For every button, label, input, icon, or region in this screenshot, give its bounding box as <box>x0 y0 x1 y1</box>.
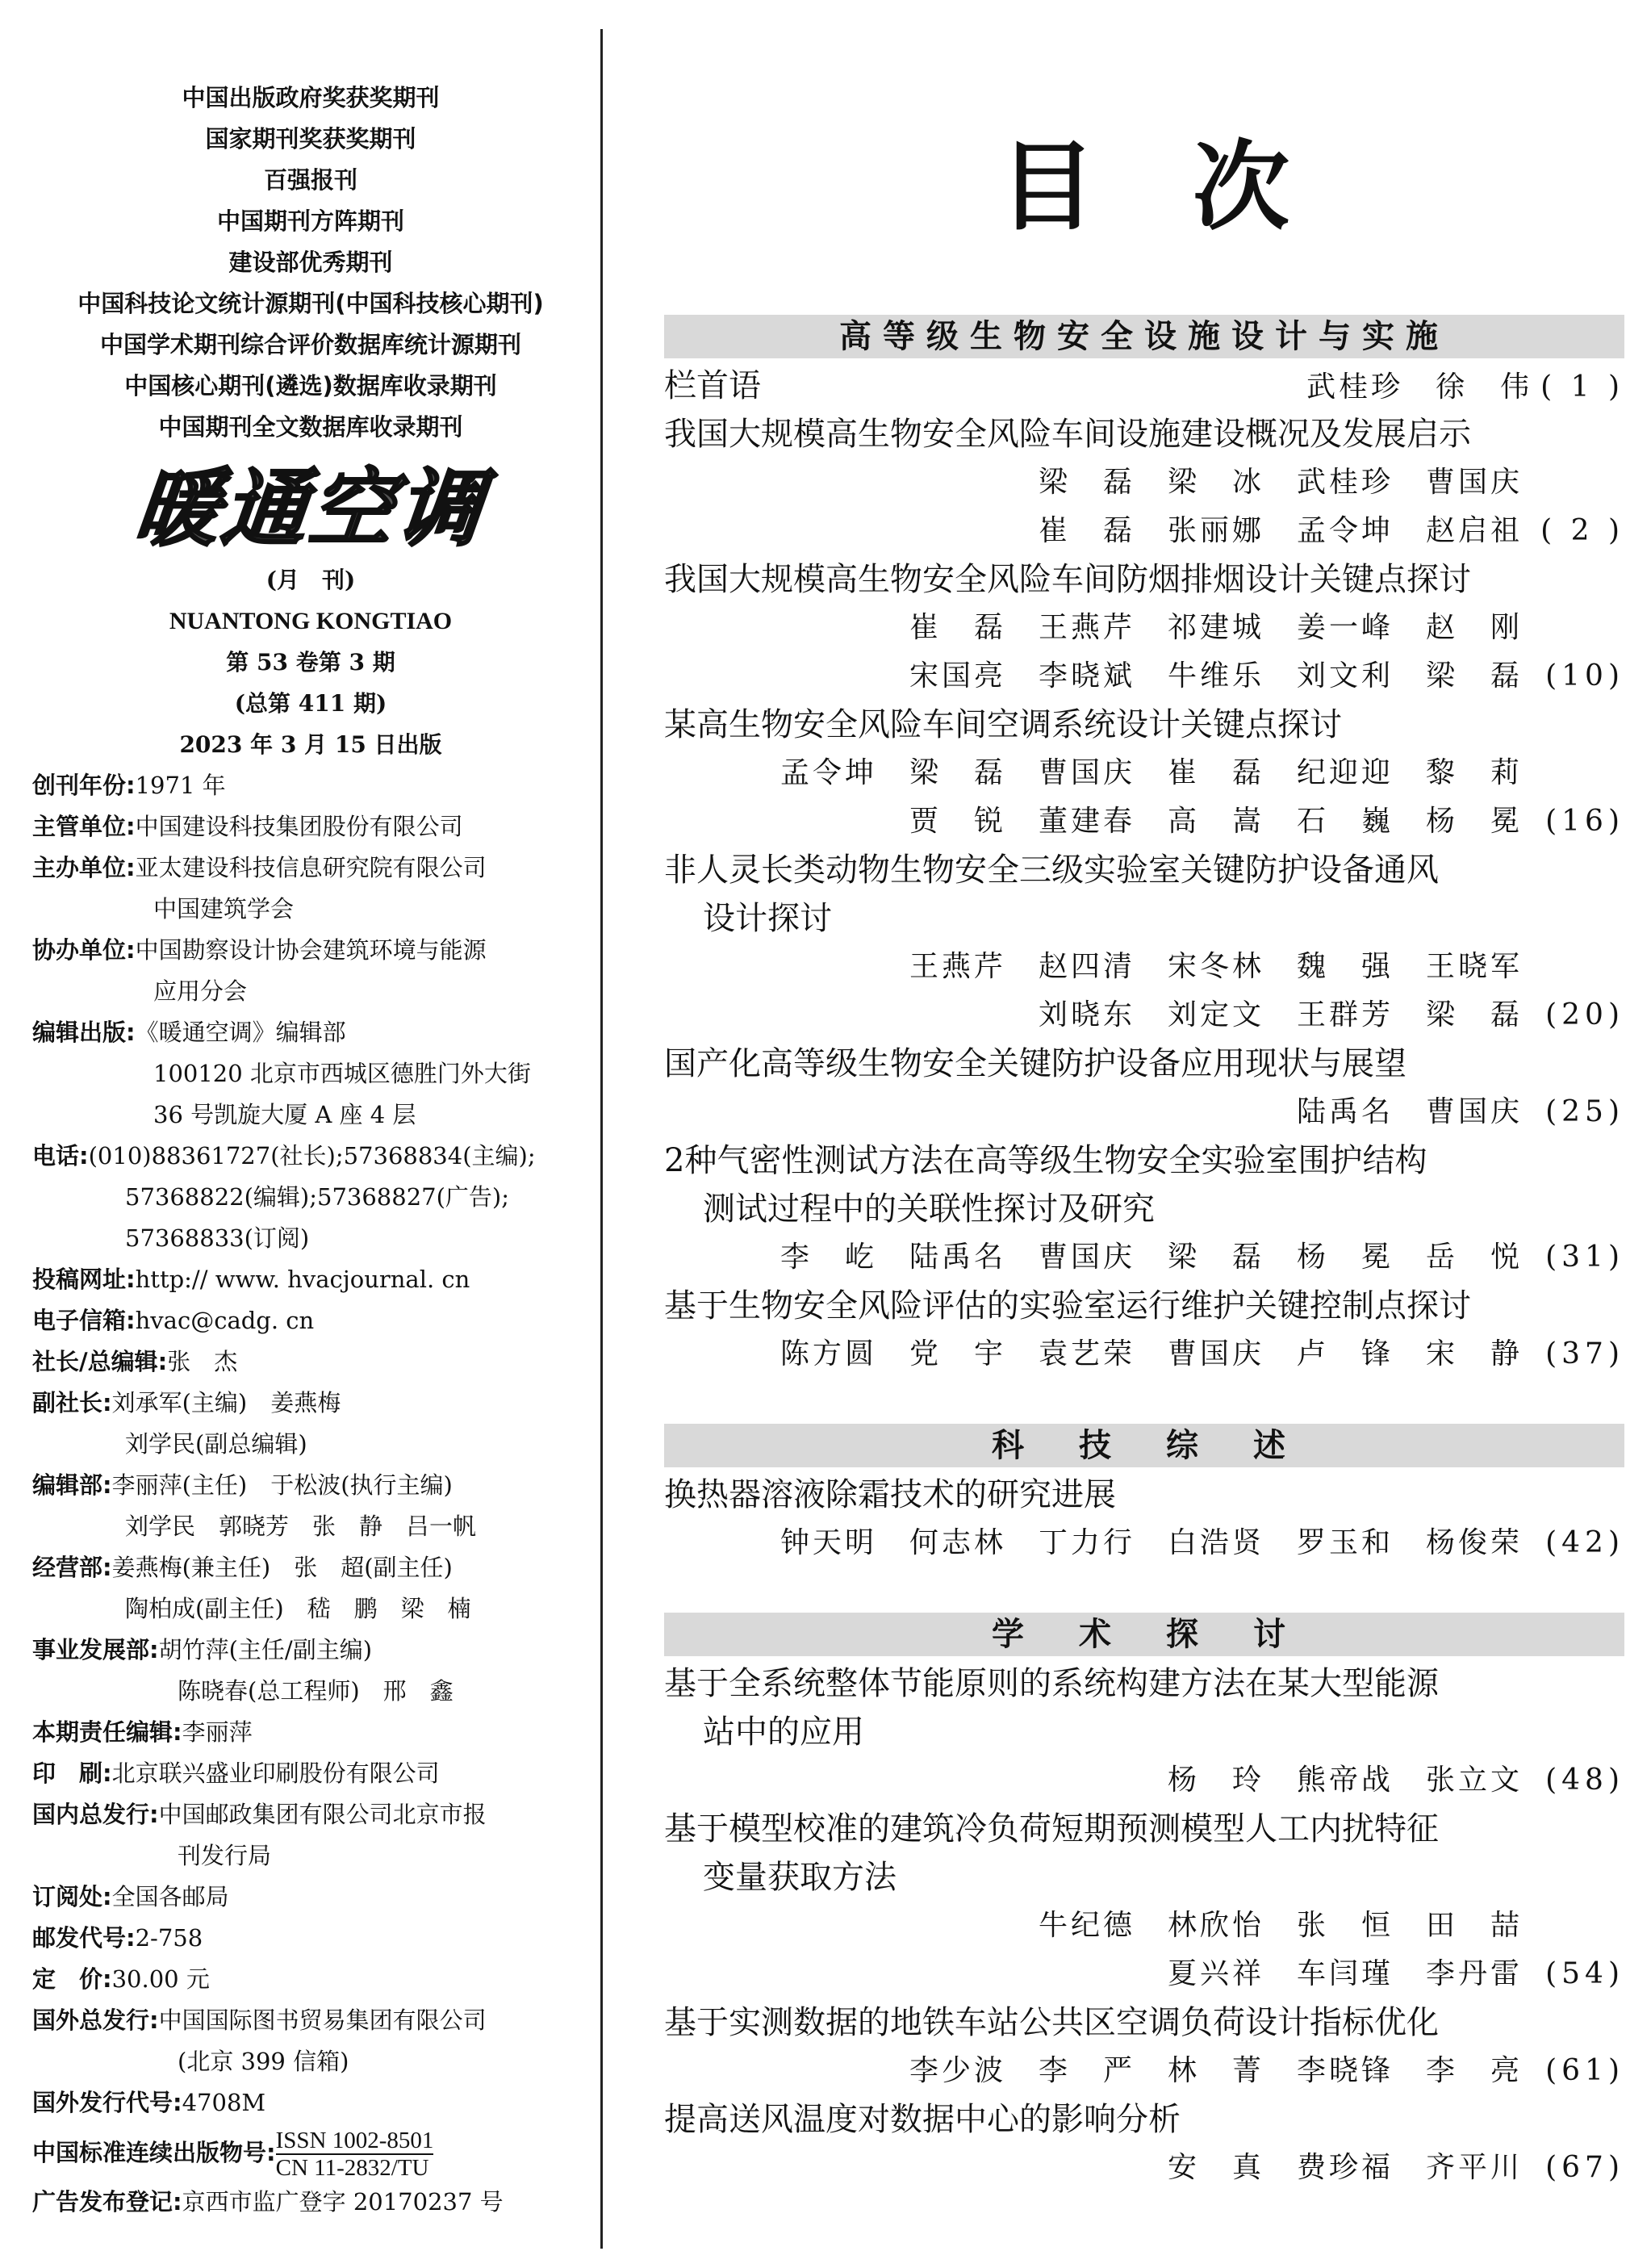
entry-page: (31) <box>1545 1241 1624 1274</box>
entry-title: 2种气密性测试方法在高等级生物安全实验室围护结构 <box>664 1142 1427 1179</box>
meta-row: 本期责任编辑:李丽萍 <box>32 1718 253 1746</box>
journal-logo <box>32 453 589 558</box>
toc-entry[interactable] <box>664 555 1624 701</box>
entry-title: 基于模型校准的建筑冷负荷短期预测模型人工内扰特征 <box>664 1810 1439 1847</box>
entry-author-line <box>664 507 1624 555</box>
meta-row: 国内总发行:中国邮政集团有限公司北京市报 <box>32 1801 487 1828</box>
meta-row: 订阅处:全国各邮局 <box>32 1883 229 1910</box>
entry-author-line <box>664 1233 1624 1282</box>
toc-entry[interactable] <box>664 2095 1624 2192</box>
entry-authors: 贾 锐 董建春 高 嵩 石 巍 杨 冕 <box>909 805 1523 838</box>
meta-row: 印 刷:北京联兴盛业印刷股份有限公司 <box>32 1760 440 1787</box>
entry-title: 国产化高等级生物安全关键防护设备应用现状与展望 <box>664 1045 1406 1082</box>
honor-line: 中国期刊方阵期刊 <box>216 207 404 235</box>
toc-entry[interactable] <box>664 410 1624 555</box>
entry-author-line <box>664 458 1624 507</box>
entry-authors: 安 真 费珍福 齐平川 <box>1167 2151 1523 2184</box>
publication-info <box>32 559 589 765</box>
meta-continuation: 36 号凯旋大厦 A 座 4 层 <box>153 1101 416 1128</box>
meta-continuation: 刘学民(副总编辑) <box>125 1430 307 1458</box>
meta-row: 副社长:刘承军(主编) 姜燕梅 <box>32 1389 341 1416</box>
meta-continuation: (北京 399 信箱) <box>178 2048 349 2075</box>
entry-author-line <box>664 797 1624 846</box>
meta-row: 主办单位:亚太建设科技信息研究院有限公司 <box>32 854 487 881</box>
entry-authors: 武桂珍 徐 伟 <box>1306 370 1533 404</box>
meta-row: 编辑部:李丽萍(主任) 于松波(执行主编) <box>32 1471 453 1499</box>
entry-page: (54) <box>1545 1957 1624 1990</box>
table-of-contents <box>664 315 1624 2192</box>
entry-author-line <box>664 652 1624 701</box>
entry-authors: 李少波 李 严 林 菁 李晓锋 李 亮 <box>909 2054 1523 2087</box>
toc-entry[interactable] <box>664 1805 1624 1998</box>
entry-page: (42) <box>1545 1526 1624 1559</box>
entry-page: (16) <box>1545 805 1624 838</box>
entry-title: 我国大规模高生物安全风险车间设施建设概况及发展启示 <box>664 416 1471 453</box>
entry-title: 栏首语 <box>664 367 761 404</box>
meta-row: 电子信箱:hvac@cadg. cn <box>32 1307 315 1334</box>
entry-title: 非人灵长类动物生物安全三级实验室关键防护设备通风 <box>664 852 1439 889</box>
toc-entry[interactable] <box>664 846 1624 1040</box>
honor-line: 中国科技论文统计源期刊(中国科技核心期刊) <box>77 290 544 317</box>
honor-line: 中国出版政府奖获奖期刊 <box>182 84 440 111</box>
entry-author-line <box>664 749 1624 797</box>
entry-author-line <box>664 991 1624 1040</box>
entry-author-line <box>664 1519 1624 1567</box>
meta-row: 主管单位:中国建设科技集团股份有限公司 <box>32 813 463 840</box>
masthead-column <box>32 77 589 2223</box>
honors-list <box>32 77 589 448</box>
entry-authors: 陆禹名 曹国庆 <box>1296 1095 1523 1128</box>
meta-row: 国外总发行:中国国际图书贸易集团有限公司 <box>32 2006 487 2034</box>
entry-page: (10) <box>1545 659 1624 693</box>
section-header: 学 术 探 讨 <box>664 1613 1624 1656</box>
entry-title: 提高送风温度对数据中心的影响分析 <box>664 2101 1181 2138</box>
entry-authors: 杨 玲 熊帝战 张立文 <box>1167 1764 1523 1797</box>
meta-row: 投稿网址:http:// www. hvacjournal. cn <box>32 1266 470 1293</box>
meta-continuation: 57368822(编辑);57368827(广告); <box>125 1183 510 1211</box>
toc-entry[interactable] <box>664 1282 1624 1379</box>
meta-continuation: 刊发行局 <box>178 1842 272 1869</box>
meta-row: 协办单位:中国勘察设计协会建筑环境与能源 <box>32 936 487 964</box>
entry-authors: 李 屹 陆禹名 曹国庆 梁 磊 杨 冕 岳 悦 <box>780 1241 1523 1274</box>
column-divider <box>600 29 603 2249</box>
entry-title: 设计探讨 <box>703 900 832 937</box>
entry-authors: 崔 磊 张丽娜 孟令坤 赵启祖 <box>1038 514 1523 547</box>
entry-title: 测试过程中的关联性探讨及研究 <box>703 1190 1155 1228</box>
section-header: 科 技 综 述 <box>664 1424 1624 1467</box>
entry-page: (25) <box>1545 1095 1624 1128</box>
entry-author-line <box>664 1756 1624 1805</box>
meta-row: 编辑出版:《暖通空调》编辑部 <box>32 1019 346 1046</box>
entry-page: (67) <box>1545 2151 1624 2184</box>
entry-page: (48) <box>1545 1764 1624 1797</box>
meta-continuation: 陶柏成(副主任) 嵇 鹏 梁 楠 <box>125 1595 471 1622</box>
entry-author-line <box>664 1902 1624 1950</box>
issn-row: 中国标准连续出版物号: ISSN 1002-8501 CN 11-2832/TU <box>32 2128 434 2181</box>
entry-author-line <box>664 1088 1624 1136</box>
meta-row: 电话:(010)88361727(社长);57368834(主编); <box>32 1142 536 1170</box>
section-header: 高等级生物安全设施设计与实施 <box>664 315 1624 358</box>
honor-line: 中国核心期刊(遴选)数据库收录期刊 <box>124 372 497 400</box>
entry-author-line <box>664 1950 1624 1998</box>
entry-title: 我国大规模高生物安全风险车间防烟排烟设计关键点探讨 <box>664 561 1471 598</box>
honor-line: 中国期刊全文数据库收录期刊 <box>158 413 463 441</box>
meta-continuation: 刘学民 郭晓芳 张 静 吕一帆 <box>125 1513 477 1540</box>
toc-entry[interactable] <box>664 1040 1624 1136</box>
honor-line: 国家期刊奖获奖期刊 <box>205 125 416 153</box>
latin-title: NUANTONG KONGTIAO <box>169 608 453 634</box>
entry-authors: 牛纪德 林欣怡 张 恒 田 喆 <box>1038 1909 1523 1942</box>
journal-logo-text: 暖通空调 <box>130 459 490 558</box>
meta-continuation: 57368833(订阅) <box>125 1224 310 1252</box>
toc-entry[interactable] <box>664 362 1624 410</box>
meta-row: 经营部:姜燕梅(兼主任) 张 超(副主任) <box>32 1554 453 1581</box>
masthead-details <box>32 765 589 2223</box>
entry-author-line <box>664 943 1624 991</box>
entry-title: 站中的应用 <box>703 1714 864 1751</box>
honor-line: 建设部优秀期刊 <box>228 249 393 276</box>
issn-number: ISSN 1002-8501 CN 11-2832/TU <box>275 2128 434 2181</box>
section-entries <box>664 1659 1624 2192</box>
entry-authors: 宋国亮 李晓斌 牛维乐 刘文利 梁 磊 <box>909 659 1523 693</box>
honor-line: 百强报刊 <box>263 166 357 194</box>
entry-authors: 刘晓东 刘定文 王群芳 梁 磊 <box>1038 998 1523 1031</box>
publish-date: 2023 年 3 月 15 日出版 <box>179 731 442 758</box>
meta-row: 广告发布登记:京西市监广登字 20170237 号 <box>32 2188 504 2216</box>
honor-line: 中国学术期刊综合评价数据库统计源期刊 <box>99 331 521 358</box>
meta-row: 事业发展部:胡竹萍(主任/副主编) <box>32 1636 373 1663</box>
entry-authors: 陈方圆 党 宇 袁艺荣 曹国庆 卢 锋 宋 静 <box>780 1337 1523 1370</box>
entry-page: ( 1 ) <box>1540 370 1624 404</box>
entry-title: 基于实测数据的地铁车站公共区空调负荷设计指标优化 <box>664 2004 1439 2041</box>
meta-continuation: 100120 北京市西城区德胜门外大街 <box>153 1060 531 1087</box>
entry-author-line <box>664 2144 1624 2192</box>
section-entries <box>664 410 1624 1379</box>
total-issue: (总第 411 期) <box>234 690 387 717</box>
toc-entry[interactable] <box>664 1998 1624 2095</box>
meta-row: 邮发代号:2-758 <box>32 1924 203 1952</box>
toc-entry[interactable] <box>664 1659 1624 1805</box>
entry-title: 基于全系统整体节能原则的系统构建方法在某大型能源 <box>664 1665 1439 1702</box>
entry-title: 变量获取方法 <box>703 1859 897 1896</box>
entry-page: (61) <box>1545 2054 1624 2087</box>
entry-title: 某高生物安全风险车间空调系统设计关键点探讨 <box>664 706 1342 743</box>
entry-author-line <box>664 1330 1624 1379</box>
entry-author-line <box>664 2047 1624 2095</box>
entry-authors: 梁 磊 梁 冰 武桂珍 曹国庆 <box>1038 466 1523 499</box>
meta-row: 定 价:30.00 元 <box>32 1965 210 1993</box>
entry-authors: 夏兴祥 车闫瑾 李丹雷 <box>1167 1957 1523 1990</box>
entry-page: (20) <box>1545 998 1624 1031</box>
entry-page: ( 2 ) <box>1540 514 1624 547</box>
frequency: (月 刊) <box>265 567 356 593</box>
toc-entry[interactable] <box>664 1136 1624 1282</box>
toc-entry[interactable] <box>664 1471 1624 1567</box>
meta-row: 国外发行代号:4708M <box>32 2089 266 2116</box>
entry-authors: 孟令坤 梁 磊 曹国庆 崔 磊 纪迎迎 黎 莉 <box>780 756 1523 789</box>
entry-authors: 钟天明 何志林 丁力行 白浩贤 罗玉和 杨俊荣 <box>780 1526 1523 1559</box>
meta-continuation: 应用分会 <box>153 977 248 1005</box>
meta-row: 社长/总编辑:张 杰 <box>32 1348 238 1375</box>
entry-authors: 崔 磊 王燕芹 祁建城 姜一峰 赵 刚 <box>909 611 1523 644</box>
page-title: 目次 <box>999 132 1386 244</box>
entry-author-line <box>664 604 1624 652</box>
entry-page: (37) <box>1545 1337 1624 1370</box>
volume-issue: 第 53 卷第 3 期 <box>226 649 395 676</box>
entry-title: 基于生物安全风险评估的实验室运行维护关键控制点探讨 <box>664 1287 1471 1324</box>
toc-entry[interactable] <box>664 701 1624 846</box>
section-entries <box>664 1471 1624 1567</box>
entry-authors: 王燕芹 赵四清 宋冬林 魏 强 王晓军 <box>909 950 1523 983</box>
meta-continuation: 陈晓春(总工程师) 邢 鑫 <box>178 1677 454 1705</box>
meta-continuation: 中国建筑学会 <box>153 895 295 923</box>
meta-row: 创刊年份:1971 年 <box>32 772 226 799</box>
entry-title: 换热器溶液除霜技术的研究进展 <box>664 1476 1116 1513</box>
